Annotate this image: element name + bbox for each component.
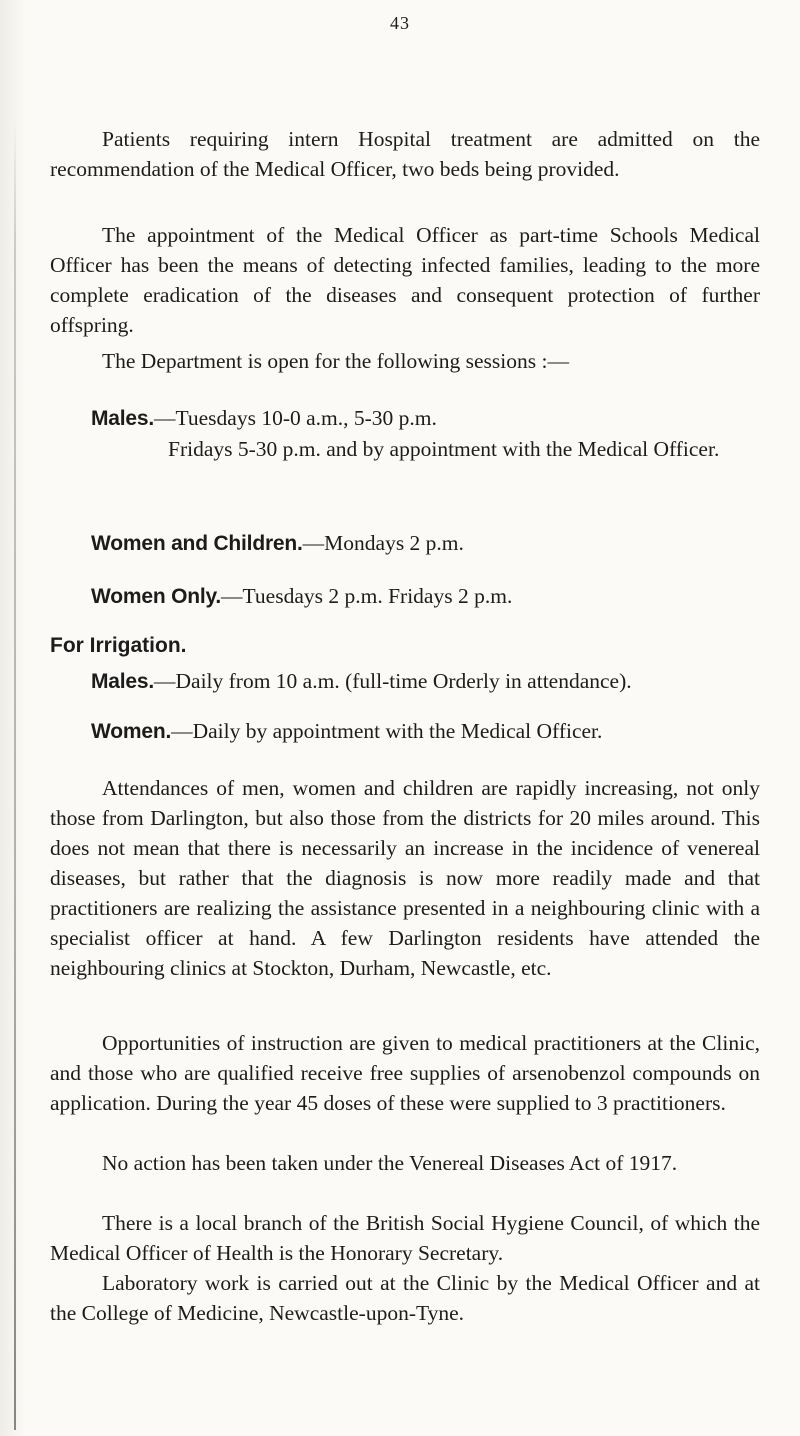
paragraph-sessions-intro: The Department is open for the following sessions :— bbox=[102, 349, 569, 373]
paragraph-laboratory: Laboratory work is carried out at the Clinic by the Medical Officer and at the College of Medicine, Newcastle-upon-Tyne. bbox=[50, 1271, 760, 1325]
hygiene-section bbox=[50, 1208, 760, 1268]
schools-section bbox=[50, 220, 760, 340]
instruction-section bbox=[50, 1028, 760, 1118]
session-women-children-heading: Women and Children. bbox=[91, 532, 303, 555]
irrigation-women bbox=[91, 716, 771, 747]
sessions-women-children bbox=[91, 528, 771, 559]
sessions-women-only bbox=[91, 581, 771, 612]
session-women-only-line bbox=[91, 581, 771, 612]
session-women-children-line bbox=[91, 528, 771, 559]
paragraph-admission: Patients requiring intern Hospital treatment are admitted on the recommendation of the Medical Officer, two beds being provided. bbox=[50, 127, 760, 181]
session-males-times: —Tuesdays 10-0 a.m., 5-30 p.m. bbox=[154, 406, 437, 430]
irrigation-women-heading: Women. bbox=[91, 720, 172, 743]
sessions-males bbox=[91, 403, 771, 464]
session-males-heading: Males. bbox=[91, 407, 154, 430]
session-males-fridays: Fridays 5-30 p.m. and by appointment with the Medical Officer. bbox=[168, 437, 720, 461]
attendances-section bbox=[50, 773, 760, 983]
session-women-only-heading: Women Only. bbox=[91, 585, 222, 608]
irrigation-title: For Irrigation. bbox=[50, 634, 187, 657]
irrigation-women-text: —Daily by appointment with the Medical Officer. bbox=[171, 719, 603, 743]
act-section bbox=[50, 1148, 760, 1178]
irrigation-males-heading: Males. bbox=[91, 670, 154, 693]
irrigation-women-line bbox=[91, 716, 771, 747]
page-number: 43 bbox=[390, 13, 410, 33]
paragraph-hygiene-council: There is a local branch of the British Social Hygiene Council, of which the Medical Officer of Health is the Honorary Secretary. bbox=[50, 1211, 760, 1265]
page-binding-edge bbox=[0, 0, 26, 1436]
session-women-only-times: —Tuesdays 2 p.m. Fridays 2 p.m. bbox=[221, 584, 513, 608]
irrigation-males-text: —Daily from 10 a.m. (full-time Orderly in attendance). bbox=[154, 669, 632, 693]
binding-shadow bbox=[14, 120, 16, 1430]
irrigation-males bbox=[91, 666, 771, 697]
paragraph-schools-officer: The appointment of the Medical Officer as part-time Schools Medical Officer has been the means of detecting infected families, leading to the more complete eradication of the diseases and consequent protection of further offspring. bbox=[50, 223, 760, 337]
paragraph-attendances: Attendances of men, women and children are rapidly increasing, not only those from Darlington, but also those from the districts for 20 miles around. This does not mean that there is necessarily an increase in the incidence of venereal diseases, but rather that the diagnosis is now more readily made and that practitioners are realizing the assistance presented in a neighbouring clinic with a specialist officer at hand. A few Darlington residents have attended the neighbouring clinics at Stockton, Durham, Newcastle, etc. bbox=[50, 776, 760, 980]
intro-section bbox=[50, 124, 760, 184]
laboratory-section bbox=[50, 1268, 760, 1328]
session-women-children-times: —Mondays 2 p.m. bbox=[302, 531, 464, 555]
paragraph-instruction: Opportunities of instruction are given to medical practitioners at the Clinic, and those who are qualified receive free supplies of arsenobenzol compounds on application. During the year 45 doses of these were supplied to 3 practitioners. bbox=[50, 1031, 760, 1115]
sessions-intro bbox=[50, 346, 760, 376]
session-males-line bbox=[91, 403, 771, 434]
irrigation-males-line bbox=[91, 666, 771, 697]
paragraph-venereal-act: No action has been taken under the Venereal Diseases Act of 1917. bbox=[102, 1151, 678, 1175]
